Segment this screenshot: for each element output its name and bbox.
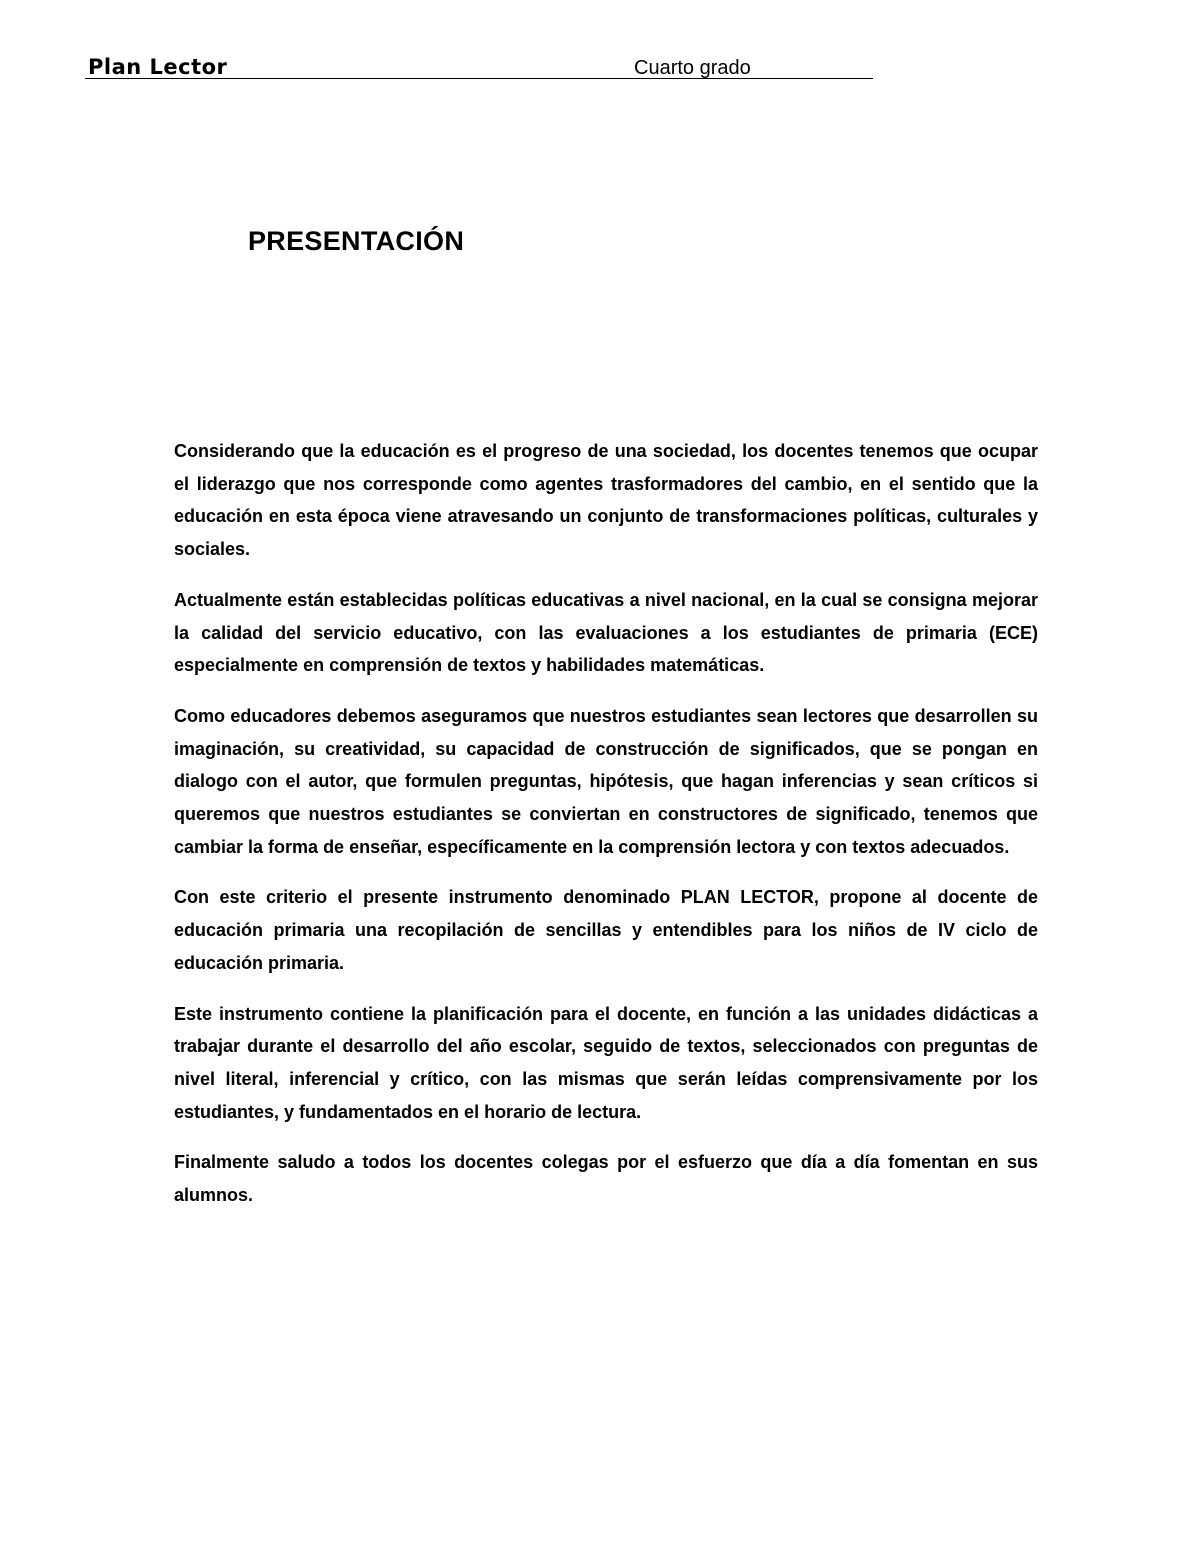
paragraph: Como educadores debemos aseguramos que nuestros estudiantes sean lectores que desarrollen su imaginación, su creatividad, su capacidad de construcción de significados, que se pongan en dialogo con el autor, que formulen preguntas, hipótesis, que hagan inferencias y sean críticos si queremos que nuestros estudiantes se conviertan en constructores de significado, tenemos que cambiar la forma de enseñar, específicamente en la comprensión lectora y con textos adecuados. — [174, 705, 1038, 857]
paragraph: Con este criterio el presente instrumento denominado PLAN LECTOR, propone al docente de educación primaria una recopilación de sencillas y entendibles para los niños de IV ciclo de educación primaria. — [174, 887, 1038, 973]
header-grade: Cuarto grado — [634, 57, 751, 79]
section-title: PRESENTACIÓN — [248, 226, 465, 256]
paragraph: Este instrumento contiene la planificación para el docente, en función a las unidades didácticas a trabajar durante el desarrollo del año escolar, seguido de textos, seleccionados con preguntas de nivel literal, inferencial y crítico, con las mismas que serán leídas comprensivamente por los estudiantes, y fundamentados en el horario de lectura. — [174, 1003, 1038, 1122]
page-header — [85, 54, 873, 79]
paragraph: Finalmente saludo a todos los docentes colegas por el esfuerzo que día a día fomentan en sus alumnos. — [174, 1152, 1038, 1206]
paragraph: Actualmente están establecidas políticas educativas a nivel nacional, en la cual se consigna mejorar la calidad del servicio educativo, con las evaluaciones a los estudiantes de primaria (ECE) especialmente en comprensión de textos y habilidades matemáticas. — [174, 589, 1038, 676]
presentation-body — [174, 435, 1038, 1230]
paragraph: Considerando que la educación es el progreso de una sociedad, los docentes tenemos que ocupar el liderazgo que nos corresponde como agentes trasformadores del cambio, en el sentido que la educación en esta época viene atravesando un conjunto de transformaciones políticas, culturales y sociales. — [174, 441, 1038, 560]
header-title: Plan Lector — [88, 55, 228, 79]
